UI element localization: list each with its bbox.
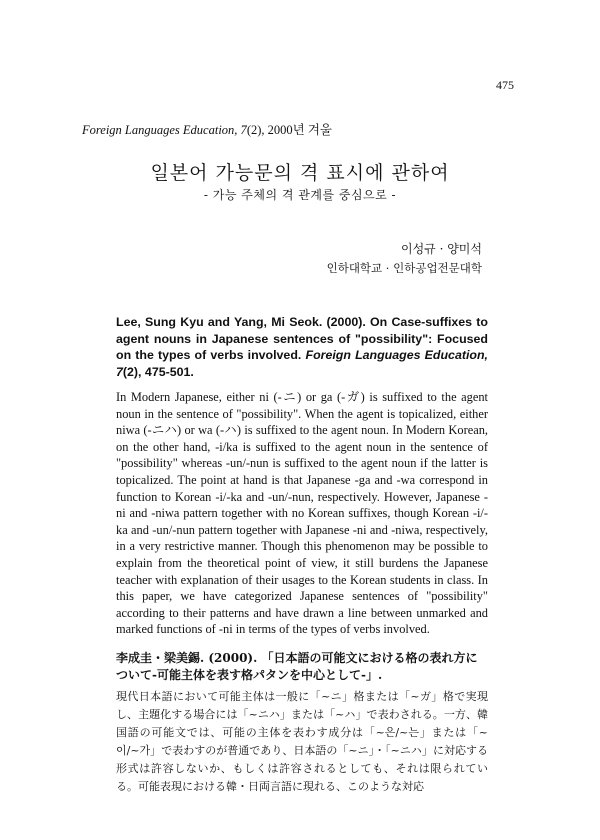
journal-header (82, 120, 332, 138)
japanese-citation: 李成圭・梁美錫. (2000). 「日本語の可能文における格の表れ方について-可能主体を表す格パタンを中心として-」. (116, 651, 478, 682)
citation (116, 314, 488, 380)
page-number: 475 (496, 78, 514, 92)
authors: 이성규 · 양미석 (401, 242, 482, 256)
english-abstract: In Modern Japanese, either ni (-ニ) or ga (-ガ) is suffixed to the agent noun in the sentence of "possibility". When the agent is topicalized, either niwa (-ニハ) or wa (-ハ) is suffixed to the agent noun. In Modern Korean, on the other hand, -i/ka is suffixed to the agent noun in the sentence of "possibility" whereas -un/-nun is suffixed to the agent noun if the latter is topicalized. The point at hand is that Japanese -ga and -wa correspond in function to Korean -i/-ka and -un/-nun, respectively. However, Japanese -ni and -niwa pattern together with no Korean suffixes, though Korean -i/-ka and -un/-nun pattern together with Japanese -ni and -niwa, respectively, in a very restrictive manner. Though this phenomenon may be possible to explain from the theoretical point of view, it still burdens the Japanese teacher with explanation of their usages to the Korean students in class. In this paper, we have categorized Japanese sentences of "possibility" according to their patterns and have drawn a line between unmarked and marked functions of -ni in terms of the types of verbs involved. (116, 390, 488, 637)
citation-lead: Lee, Sung Kyu and Yang, Mi Seok. (2000). On Case-suffixes to agent nouns in Japanese sentences of "possibility": Focused on the types of verbs involved. (116, 315, 488, 362)
journal-issue: (2), 2000년 겨울 (246, 123, 332, 137)
paper-subtitle: - 가능 주체의 격 관계를 중심으로 - (203, 188, 397, 202)
citation-journal: Foreign Languages Education, 7 (116, 348, 488, 379)
journal-name: Foreign Languages Education, 7 (82, 123, 247, 137)
citation-tail: (2), 475-501. (122, 364, 194, 379)
affiliation: 인하대학교 · 인하공업전문대학 (326, 261, 482, 275)
paper-title: 일본어 가능문의 격 표시에 관하여 (150, 162, 450, 184)
japanese-abstract: 現代日本語において可能主体は一般に「~ニ」格または「~ガ」格で実現し、主題化する場合には「~ニハ」または「~ハ」で表わされる。一方、韓国語の可能文では、可能の主体を表わす成分は「~은/~는」または「~이/~가」で表わすのが普通であり、日本語の「~ニ」・「~ニハ」に対応する形式は許容しないか、もしくは許容されるとしても、それは限られている。可能表現における韓・日両言語に現れる、このような対応 (116, 690, 488, 793)
